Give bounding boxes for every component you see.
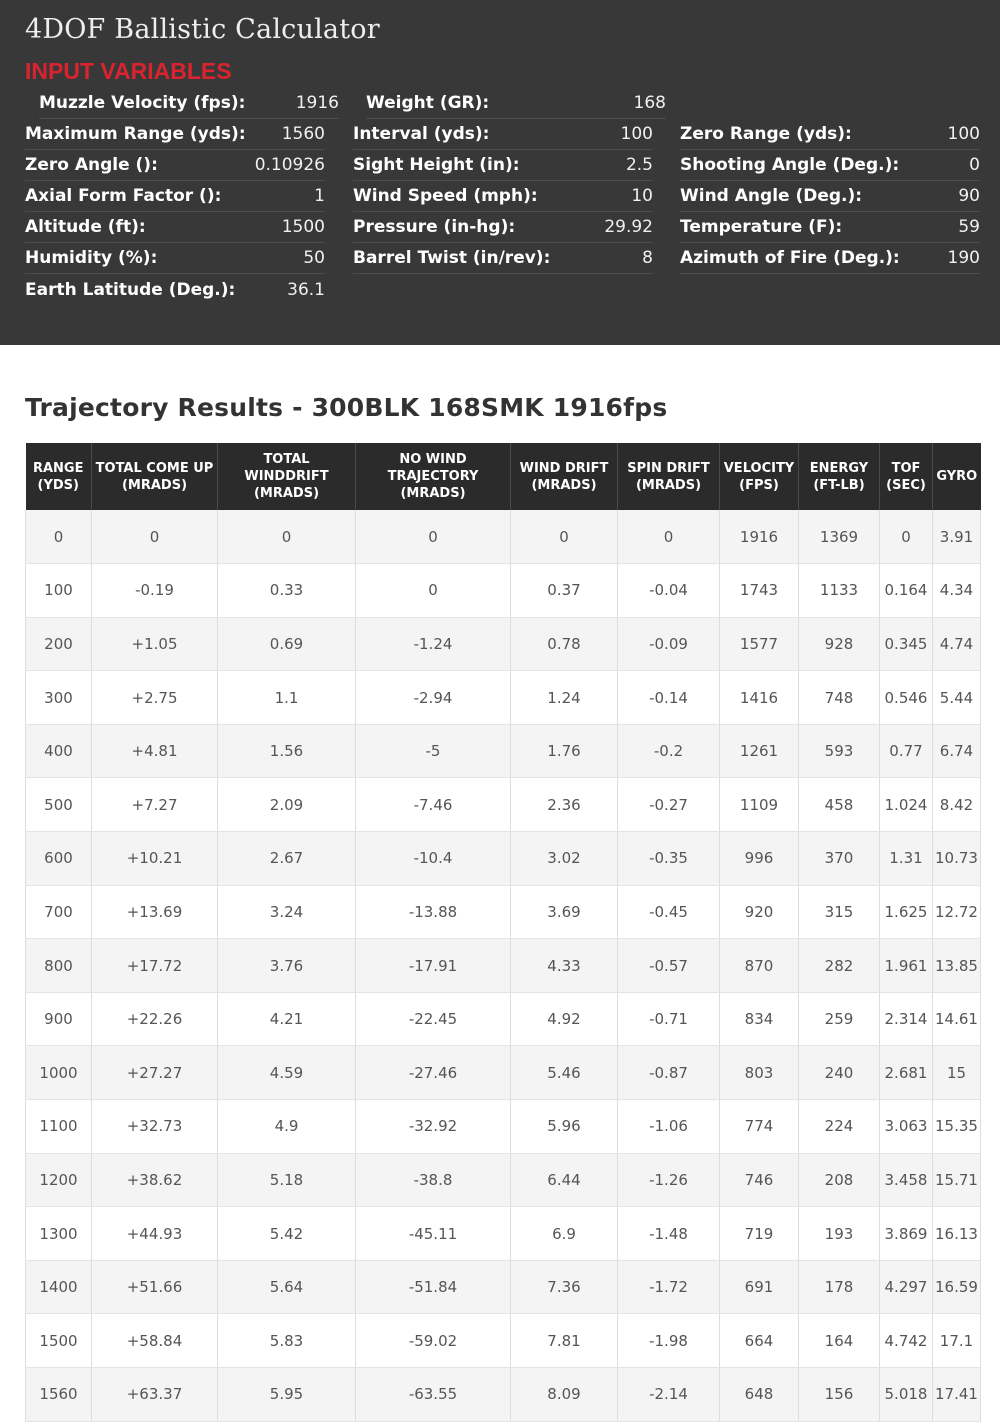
table-cell: 178 — [799, 1260, 880, 1314]
table-cell: 5.46 — [511, 1046, 618, 1100]
table-cell: 6.74 — [933, 724, 981, 778]
table-cell: -0.71 — [618, 992, 720, 1046]
table-cell: 4.21 — [218, 992, 356, 1046]
table-cell: 5.018 — [880, 1368, 933, 1422]
input-label: Pressure (in-hg): — [353, 217, 516, 237]
table-cell: -2.14 — [618, 1368, 720, 1422]
table-cell: 100 — [26, 564, 92, 618]
table-cell: 0 — [356, 564, 511, 618]
input-value: 29.92 — [604, 217, 653, 237]
table-cell: 5.83 — [218, 1314, 356, 1368]
table-cell: 2.67 — [218, 832, 356, 886]
table-cell: 15.71 — [933, 1153, 981, 1207]
table-cell: 1.625 — [880, 885, 933, 939]
input-label: Muzzle Velocity (fps): — [39, 93, 246, 113]
table-cell: -0.2 — [618, 724, 720, 778]
table-cell: 870 — [720, 939, 799, 993]
table-cell: -51.84 — [356, 1260, 511, 1314]
table-cell: 6.9 — [511, 1207, 618, 1261]
table-cell: 0.164 — [880, 564, 933, 618]
table-cell: 1133 — [799, 564, 880, 618]
table-cell: +63.37 — [92, 1368, 218, 1422]
input-variables-heading: INPUT VARIABLES — [25, 58, 232, 84]
table-cell: 0.69 — [218, 617, 356, 671]
table-cell: 1916 — [720, 510, 799, 564]
table-row — [26, 1368, 981, 1422]
input-value: 8 — [642, 248, 653, 268]
table-cell: 12.72 — [933, 885, 981, 939]
input-label: Barrel Twist (in/rev): — [353, 248, 551, 268]
table-cell: 3.69 — [511, 885, 618, 939]
table-cell: 1200 — [26, 1153, 92, 1207]
table-cell: 16.59 — [933, 1260, 981, 1314]
table-cell: +32.73 — [92, 1100, 218, 1154]
table-cell: 0.37 — [511, 564, 618, 618]
input-label: Earth Latitude (Deg.): — [25, 279, 236, 300]
table-cell: 3.458 — [880, 1153, 933, 1207]
table-cell: 156 — [799, 1368, 880, 1422]
table-cell: -2.94 — [356, 671, 511, 725]
table-cell: 224 — [799, 1100, 880, 1154]
table-cell: 5.96 — [511, 1100, 618, 1154]
table-cell: -38.8 — [356, 1153, 511, 1207]
input-value: 0 — [969, 155, 980, 175]
input-row-zero-angle — [25, 150, 325, 181]
table-cell: 1.76 — [511, 724, 618, 778]
table-cell: 13.85 — [933, 939, 981, 993]
input-value: 10 — [631, 186, 653, 206]
table-cell: 5.42 — [218, 1207, 356, 1261]
table-cell: -0.04 — [618, 564, 720, 618]
table-cell: 3.02 — [511, 832, 618, 886]
input-value: 100 — [620, 124, 653, 144]
column-header-no-wind-trajectory: NO WIND TRAJECTORY (MRADS) — [356, 443, 511, 510]
table-cell: 4.59 — [218, 1046, 356, 1100]
table-cell: -27.46 — [356, 1046, 511, 1100]
table-row — [26, 617, 981, 671]
table-cell: -0.27 — [618, 778, 720, 832]
table-cell: 2.681 — [880, 1046, 933, 1100]
column-header-spin-drift: SPIN DRIFT (MRADS) — [618, 443, 720, 510]
table-cell: 15.35 — [933, 1100, 981, 1154]
table-row — [26, 1100, 981, 1154]
column-header-wind-drift: WIND DRIFT (MRADS) — [511, 443, 618, 510]
table-cell: +58.84 — [92, 1314, 218, 1368]
table-cell: +2.75 — [92, 671, 218, 725]
table-cell: 4.297 — [880, 1260, 933, 1314]
table-cell: +13.69 — [92, 885, 218, 939]
table-cell: +4.81 — [92, 724, 218, 778]
table-cell: -1.48 — [618, 1207, 720, 1261]
input-label: Temperature (F): — [680, 217, 843, 237]
table-cell: 1100 — [26, 1100, 92, 1154]
table-cell: -1.26 — [618, 1153, 720, 1207]
table-cell: +51.66 — [92, 1260, 218, 1314]
table-cell: 240 — [799, 1046, 880, 1100]
table-cell: +22.26 — [92, 992, 218, 1046]
table-cell: 1000 — [26, 1046, 92, 1100]
table-cell: 5.18 — [218, 1153, 356, 1207]
table-cell: 17.41 — [933, 1368, 981, 1422]
trajectory-results-table — [25, 443, 981, 1422]
table-cell: 4.92 — [511, 992, 618, 1046]
table-cell: 664 — [720, 1314, 799, 1368]
input-label: Maximum Range (yds): — [25, 124, 246, 144]
table-cell: 315 — [799, 885, 880, 939]
table-cell: 3.24 — [218, 885, 356, 939]
table-cell: 164 — [799, 1314, 880, 1368]
table-cell: -32.92 — [356, 1100, 511, 1154]
table-cell: 15 — [933, 1046, 981, 1100]
table-cell: -0.87 — [618, 1046, 720, 1100]
table-cell: 0 — [92, 510, 218, 564]
input-value: 1916 — [295, 93, 339, 113]
column-header-range: RANGE (YDS) — [26, 443, 92, 510]
input-panel — [0, 0, 1000, 345]
table-cell: -5 — [356, 724, 511, 778]
input-label: Zero Range (yds): — [680, 124, 852, 144]
table-cell: 0.33 — [218, 564, 356, 618]
table-cell: 0.78 — [511, 617, 618, 671]
input-label: Weight (GR): — [366, 93, 490, 113]
input-label: Wind Speed (mph): — [353, 186, 538, 206]
table-cell: 900 — [26, 992, 92, 1046]
table-cell: 5.64 — [218, 1260, 356, 1314]
table-cell: -0.35 — [618, 832, 720, 886]
table-row — [26, 724, 981, 778]
table-cell: -1.98 — [618, 1314, 720, 1368]
trajectory-results-title: Trajectory Results - 300BLK 168SMK 1916fps — [25, 393, 668, 422]
input-value: 1560 — [281, 124, 325, 144]
table-cell: 593 — [799, 724, 880, 778]
table-row — [26, 671, 981, 725]
input-value: 50 — [303, 248, 325, 268]
table-cell: -1.06 — [618, 1100, 720, 1154]
input-value: 36.1 — [287, 279, 325, 300]
input-row-pressure — [353, 212, 653, 243]
table-cell: -1.72 — [618, 1260, 720, 1314]
table-cell: 8.42 — [933, 778, 981, 832]
table-cell: 920 — [720, 885, 799, 939]
table-row — [26, 778, 981, 832]
input-value: 59 — [958, 217, 980, 237]
table-row — [26, 992, 981, 1046]
table-cell: 14.61 — [933, 992, 981, 1046]
table-cell: 7.81 — [511, 1314, 618, 1368]
table-cell: 700 — [26, 885, 92, 939]
table-cell: 259 — [799, 992, 880, 1046]
table-cell: 10.73 — [933, 832, 981, 886]
table-cell: 1743 — [720, 564, 799, 618]
input-label: Wind Angle (Deg.): — [680, 186, 863, 206]
table-cell: 1500 — [26, 1314, 92, 1368]
column-header-energy: ENERGY (FT-LB) — [799, 443, 880, 510]
table-row — [26, 832, 981, 886]
table-cell: 17.1 — [933, 1314, 981, 1368]
table-cell: -22.45 — [356, 992, 511, 1046]
table-cell: 4.9 — [218, 1100, 356, 1154]
input-label: Azimuth of Fire (Deg.): — [680, 248, 900, 268]
input-row-sight-height — [353, 150, 653, 181]
input-label: Humidity (%): — [25, 248, 158, 268]
input-label: Zero Angle (): — [25, 155, 158, 175]
table-cell: 282 — [799, 939, 880, 993]
input-row-shooting-angle — [680, 150, 980, 181]
table-cell: 370 — [799, 832, 880, 886]
table-cell: 1.56 — [218, 724, 356, 778]
input-value: 0.10926 — [254, 155, 325, 175]
table-cell: 0 — [356, 510, 511, 564]
table-cell: 0.77 — [880, 724, 933, 778]
table-cell: 4.34 — [933, 564, 981, 618]
table-row — [26, 510, 981, 564]
table-row — [26, 1260, 981, 1314]
input-value: 90 — [958, 186, 980, 206]
table-cell: 1400 — [26, 1260, 92, 1314]
table-cell: 0 — [26, 510, 92, 564]
input-row-axial-form-factor — [25, 181, 325, 212]
input-value: 168 — [633, 93, 666, 113]
input-row-weight — [366, 88, 666, 119]
input-row-earth-latitude — [25, 274, 325, 305]
table-cell: 0 — [218, 510, 356, 564]
table-cell: 1.24 — [511, 671, 618, 725]
table-cell: -17.91 — [356, 939, 511, 993]
table-cell: 458 — [799, 778, 880, 832]
column-header-total-winddrift: TOTAL WINDDRIFT (MRADS) — [218, 443, 356, 510]
table-cell: 4.74 — [933, 617, 981, 671]
table-cell: 400 — [26, 724, 92, 778]
input-row-humidity — [25, 243, 325, 274]
input-row-temperature — [680, 212, 980, 243]
table-cell: +44.93 — [92, 1207, 218, 1261]
table-row — [26, 564, 981, 618]
table-cell: -7.46 — [356, 778, 511, 832]
table-cell: 200 — [26, 617, 92, 671]
table-cell: -0.14 — [618, 671, 720, 725]
table-cell: +17.72 — [92, 939, 218, 993]
table-row — [26, 885, 981, 939]
input-value: 1500 — [281, 217, 325, 237]
table-cell: 0.546 — [880, 671, 933, 725]
table-cell: 0.345 — [880, 617, 933, 671]
table-cell: 3.91 — [933, 510, 981, 564]
table-cell: 834 — [720, 992, 799, 1046]
table-cell: -13.88 — [356, 885, 511, 939]
table-cell: 719 — [720, 1207, 799, 1261]
table-cell: 3.869 — [880, 1207, 933, 1261]
table-cell: 1577 — [720, 617, 799, 671]
table-cell: -0.19 — [92, 564, 218, 618]
table-row — [26, 1314, 981, 1368]
table-cell: -1.24 — [356, 617, 511, 671]
table-cell: -0.09 — [618, 617, 720, 671]
table-cell: 4.742 — [880, 1314, 933, 1368]
column-header-velocity: VELOCITY (FPS) — [720, 443, 799, 510]
input-row-wind-speed — [353, 181, 653, 212]
table-header-row — [26, 443, 981, 510]
table-cell: 691 — [720, 1260, 799, 1314]
table-cell: 1261 — [720, 724, 799, 778]
input-value: 1 — [314, 186, 325, 206]
table-cell: +10.21 — [92, 832, 218, 886]
table-cell: 1109 — [720, 778, 799, 832]
table-cell: 0 — [880, 510, 933, 564]
table-cell: +1.05 — [92, 617, 218, 671]
table-cell: +38.62 — [92, 1153, 218, 1207]
table-body — [26, 510, 981, 1421]
table-cell: 2.314 — [880, 992, 933, 1046]
table-cell: 208 — [799, 1153, 880, 1207]
app-title: 4DOF Ballistic Calculator — [25, 14, 380, 45]
table-cell: 1369 — [799, 510, 880, 564]
input-label: Axial Form Factor (): — [25, 186, 222, 206]
table-cell: 0 — [511, 510, 618, 564]
table-cell: -0.45 — [618, 885, 720, 939]
table-cell: 800 — [26, 939, 92, 993]
input-label: Sight Height (in): — [353, 155, 520, 175]
table-row — [26, 1153, 981, 1207]
table-cell: 746 — [720, 1153, 799, 1207]
input-label: Interval (yds): — [353, 124, 490, 144]
table-cell: 1.024 — [880, 778, 933, 832]
column-header-gyro: GYRO — [933, 443, 981, 510]
table-cell: 2.36 — [511, 778, 618, 832]
column-header-total-come-up: TOTAL COME UP (MRADS) — [92, 443, 218, 510]
input-row-altitude — [25, 212, 325, 243]
table-cell: 648 — [720, 1368, 799, 1422]
table-cell: 803 — [720, 1046, 799, 1100]
table-cell: 6.44 — [511, 1153, 618, 1207]
table-cell: 3.76 — [218, 939, 356, 993]
table-cell: 0 — [618, 510, 720, 564]
table-row — [26, 1046, 981, 1100]
input-value: 100 — [947, 124, 980, 144]
input-label: Altitude (ft): — [25, 217, 146, 237]
input-row-wind-angle — [680, 181, 980, 212]
table-cell: 1.1 — [218, 671, 356, 725]
table-cell: 2.09 — [218, 778, 356, 832]
table-cell: 1.31 — [880, 832, 933, 886]
table-cell: -59.02 — [356, 1314, 511, 1368]
table-cell: -45.11 — [356, 1207, 511, 1261]
table-cell: 600 — [26, 832, 92, 886]
input-value: 2.5 — [625, 155, 653, 175]
input-row-barrel-twist — [353, 243, 653, 274]
table-cell: 1560 — [26, 1368, 92, 1422]
table-cell: 7.36 — [511, 1260, 618, 1314]
table-cell: 1416 — [720, 671, 799, 725]
table-cell: +7.27 — [92, 778, 218, 832]
table-row — [26, 939, 981, 993]
table-cell: 4.33 — [511, 939, 618, 993]
column-header-tof: TOF (SEC) — [880, 443, 933, 510]
input-row-maximum-range — [25, 119, 325, 150]
table-cell: 500 — [26, 778, 92, 832]
table-cell: 928 — [799, 617, 880, 671]
table-cell: 5.95 — [218, 1368, 356, 1422]
table-cell: +27.27 — [92, 1046, 218, 1100]
table-cell: 748 — [799, 671, 880, 725]
table-cell: 16.13 — [933, 1207, 981, 1261]
input-row-interval — [353, 119, 653, 150]
table-cell: -0.57 — [618, 939, 720, 993]
table-cell: 8.09 — [511, 1368, 618, 1422]
table-cell: 1.961 — [880, 939, 933, 993]
table-cell: 5.44 — [933, 671, 981, 725]
input-row-zero-range — [680, 119, 980, 150]
table-cell: 193 — [799, 1207, 880, 1261]
input-label: Shooting Angle (Deg.): — [680, 155, 900, 175]
input-value: 190 — [947, 248, 980, 268]
table-cell: 300 — [26, 671, 92, 725]
table-cell: -63.55 — [356, 1368, 511, 1422]
table-cell: 1300 — [26, 1207, 92, 1261]
table-cell: 3.063 — [880, 1100, 933, 1154]
input-row-muzzle-velocity — [39, 88, 339, 119]
input-row-azimuth-of-fire — [680, 243, 980, 274]
table-cell: 774 — [720, 1100, 799, 1154]
table-cell: 996 — [720, 832, 799, 886]
table-row — [26, 1207, 981, 1261]
table-cell: -10.4 — [356, 832, 511, 886]
